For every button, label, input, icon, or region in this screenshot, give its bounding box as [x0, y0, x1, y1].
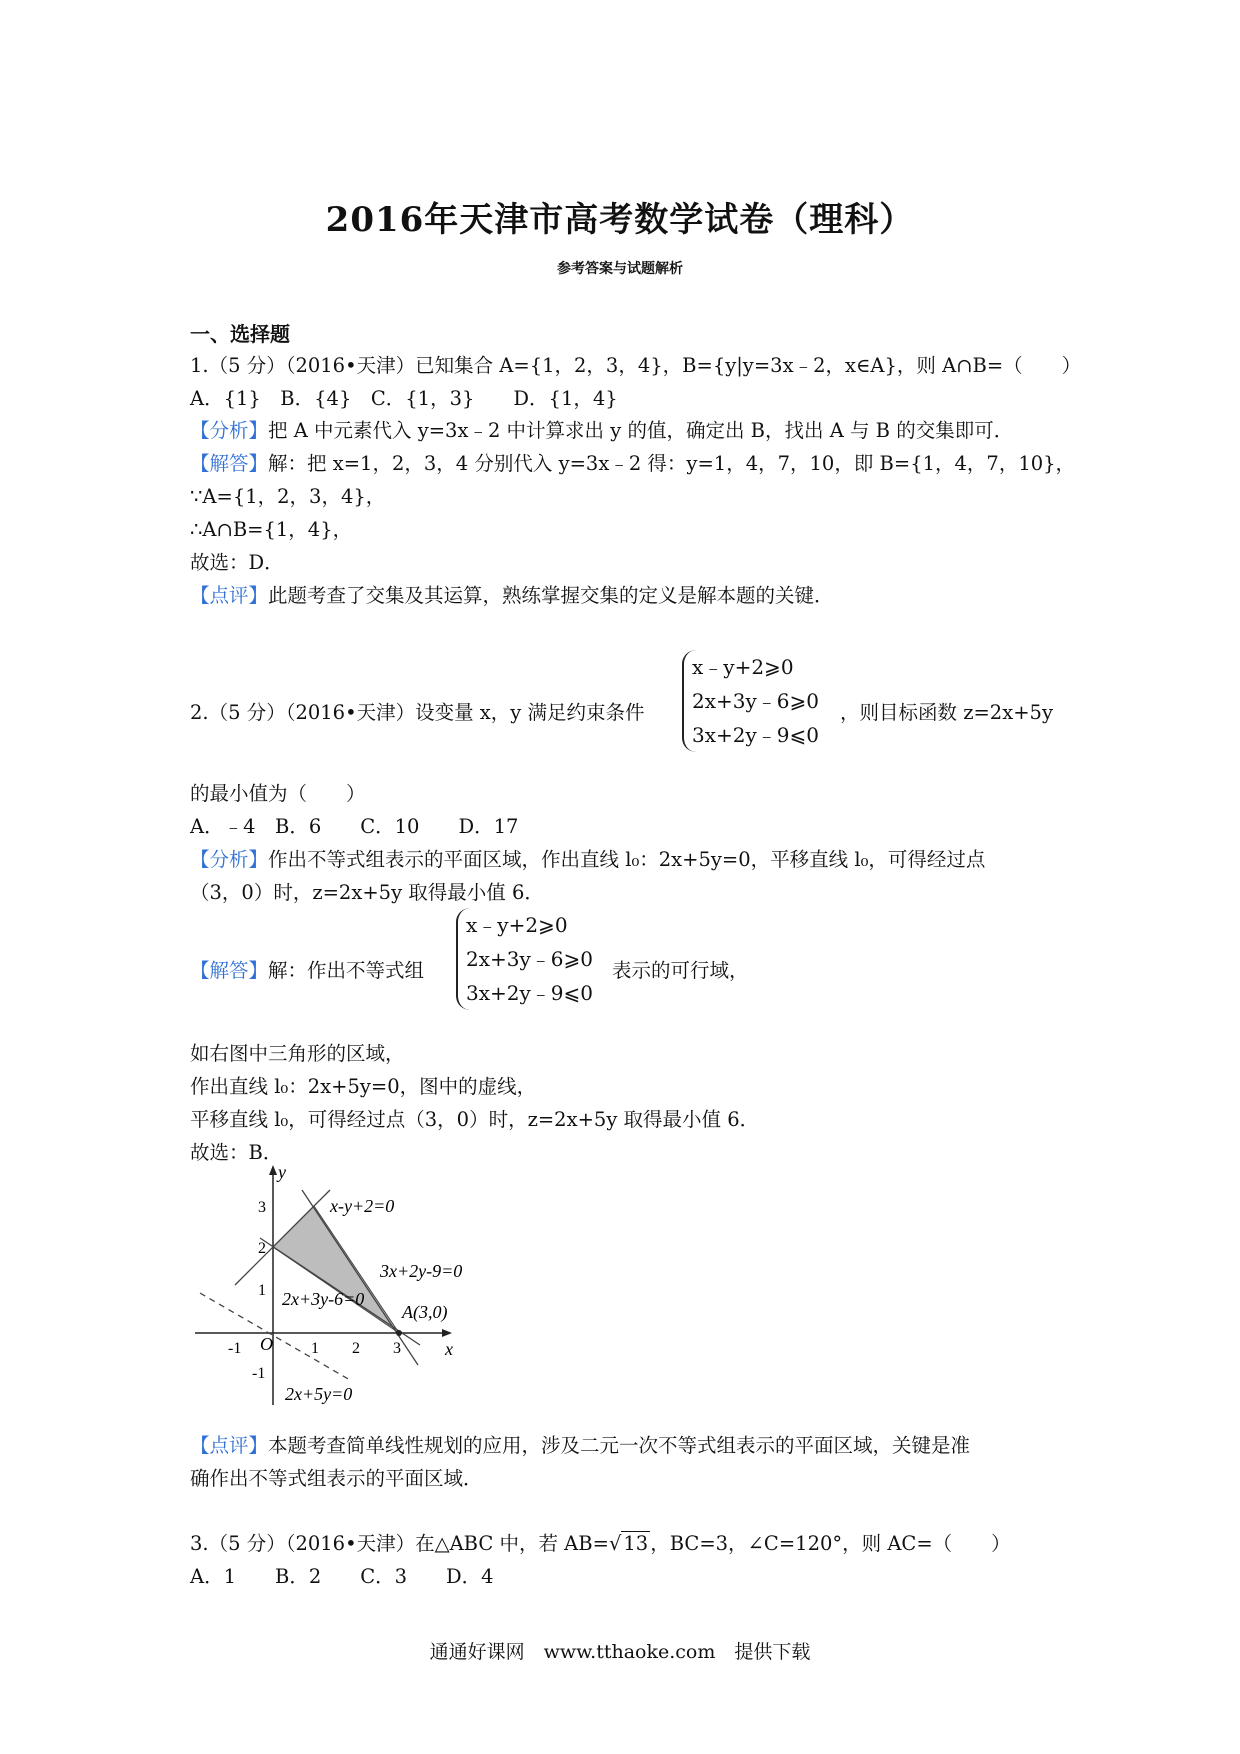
- page-footer: 通通好课网 www.tthaoke.com 提供下载: [429, 1641, 811, 1663]
- page-title: 2016年天津市高考数学试卷（理科）: [325, 200, 915, 240]
- label-line3: 2x+3y-6=0: [282, 1289, 365, 1309]
- q3-stem: 3.（5 分）（2016•天津）在△ABC 中，若 AB=√ 13 ，BC=3，∠C=120°，则 AC=（ ）: [190, 1532, 1011, 1555]
- q2-sol-ineq2: 2x+3y﹣6⩾0: [466, 947, 593, 971]
- q2-sol-ineq3: 3x+2y﹣9⩽0: [466, 981, 593, 1005]
- q2-stem-b: ，则目标函数 z=2x+5y: [840, 701, 1053, 724]
- q2-comment-2: 确作出不等式组表示的平面区域．: [190, 1467, 483, 1490]
- analysis-tag: 【分析】: [190, 848, 269, 871]
- q2-choice: 故选：B．: [190, 1141, 283, 1164]
- q2-analysis-2: （3，0）时，z=2x+5y 取得最小值 6．: [190, 881, 544, 904]
- q2-sol-ineq1: x﹣y+2⩾0: [466, 913, 568, 937]
- q1-stem: 1.（5 分）（2016•天津）已知集合 A={1，2，3，4}，B={y|y=3x﹣2，x∈A}，则 A∩B=（ ）: [190, 354, 1082, 377]
- label-line1: x-y+2=0: [330, 1196, 395, 1216]
- q2-solution-system: [456, 908, 593, 1010]
- q2-stem-a: 2.（5 分）（2016•天津）设变量 x，y 满足约束条件: [190, 701, 645, 724]
- solution-tag: 【解答】: [190, 452, 269, 475]
- q3-stem-b: ，BC=3，∠C=120°，则 AC=（ ）: [650, 1532, 1011, 1555]
- q2-comment: [190, 1430, 970, 1458]
- comment-tag: 【点评】: [190, 1434, 269, 1457]
- label-line2: 3x+2y-9=0: [380, 1261, 463, 1281]
- x-tick-1: 1: [311, 1340, 319, 1357]
- q2-constraint-system: [682, 650, 819, 752]
- page-subtitle: 参考答案与试题解析: [557, 261, 683, 277]
- solution-tag: 【解答】: [190, 959, 269, 982]
- y-axis-label: y: [278, 1162, 286, 1182]
- label-point-a: A(3,0): [402, 1302, 448, 1322]
- q1-options: A．{1} B．{4} C．{1，3} D．{1，4}: [190, 387, 618, 410]
- x-axis-arrow: [442, 1329, 452, 1337]
- x-tick--1: -1: [228, 1340, 242, 1357]
- q2-step3: 平移直线 l₀，可得经过点（3，0）时，z=2x+5y 取得最小值 6．: [190, 1108, 760, 1131]
- q2-ineq2: 2x+3y﹣6⩾0: [692, 689, 819, 713]
- q2-options: A．﹣4 B．6 C．10 D．17: [190, 815, 519, 838]
- q2-step1: 如右图中三角形的区域，: [190, 1042, 405, 1065]
- q2-stem-c: 的最小值为（ ）: [190, 782, 366, 805]
- q1-solution-text: 解：把 x=1，2，3，4 分别代入 y=3x﹣2 得：y=1，4，7，10，即 B={1，4，7，10}，: [268, 452, 1076, 475]
- analysis-tag: 【分析】: [190, 419, 269, 442]
- section-heading: 一、选择题: [190, 322, 290, 346]
- q2-ineq3: 3x+2y﹣9⩽0: [692, 723, 819, 747]
- q1-comment-text: 此题考查了交集及其运算，熟练掌握交集的定义是解本题的关键．: [268, 584, 834, 607]
- y-tick-2: 2: [258, 1240, 266, 1257]
- q2-analysis-text: 作出不等式组表示的平面区域，作出直线 l₀：2x+5y=0，平移直线 l₀，可得经过点: [268, 848, 986, 871]
- point-a: [396, 1330, 402, 1336]
- q1-comment: [190, 580, 834, 608]
- comment-tag: 【点评】: [190, 584, 269, 607]
- q1-step1: ∵A={1，2，3，4}，: [190, 485, 386, 508]
- q1-choice: 故选：D．: [190, 551, 284, 574]
- label-objective: 2x+5y=0: [285, 1384, 353, 1404]
- q2-solution-b: 表示的可行域，: [612, 959, 749, 982]
- y-axis-arrow: [269, 1165, 277, 1175]
- x-tick-2: 2: [352, 1340, 360, 1357]
- q2-step2: 作出直线 l₀：2x+5y=0，图中的虚线，: [190, 1075, 537, 1098]
- q2-solution-text: 解：作出不等式组: [268, 959, 425, 982]
- q2-ineq1: x﹣y+2⩾0: [692, 655, 794, 679]
- q1-step2: ∴A∩B={1，4}，: [190, 518, 353, 541]
- x-tick-3: 3: [393, 1340, 401, 1357]
- q3-options: A．1 B．2 C．3 D．4: [190, 1565, 494, 1588]
- origin-label: O: [260, 1334, 273, 1354]
- x-axis-label: x: [445, 1339, 453, 1359]
- q1-solution: [190, 448, 1075, 476]
- y-tick--1: -1: [252, 1365, 266, 1382]
- q1-analysis: [190, 415, 1013, 443]
- q2-solution: [190, 955, 424, 983]
- q1-analysis-text: 把 A 中元素代入 y=3x﹣2 中计算求出 y 的值，确定出 B，找出 A 与 B 的交集即可．: [268, 419, 1014, 442]
- y-tick-3: 3: [258, 1199, 266, 1216]
- feasible-region-figure: [190, 1160, 490, 1420]
- q2-analysis: [190, 844, 985, 872]
- y-tick-1: 1: [258, 1282, 266, 1299]
- q3-stem-a: 3.（5 分）（2016•天津）在△ABC 中，若 AB=: [190, 1532, 609, 1555]
- q3-sqrt: 13: [623, 1532, 649, 1555]
- q2-comment-text: 本题考查简单线性规划的应用，涉及二元一次不等式组表示的平面区域，关键是准: [268, 1434, 971, 1457]
